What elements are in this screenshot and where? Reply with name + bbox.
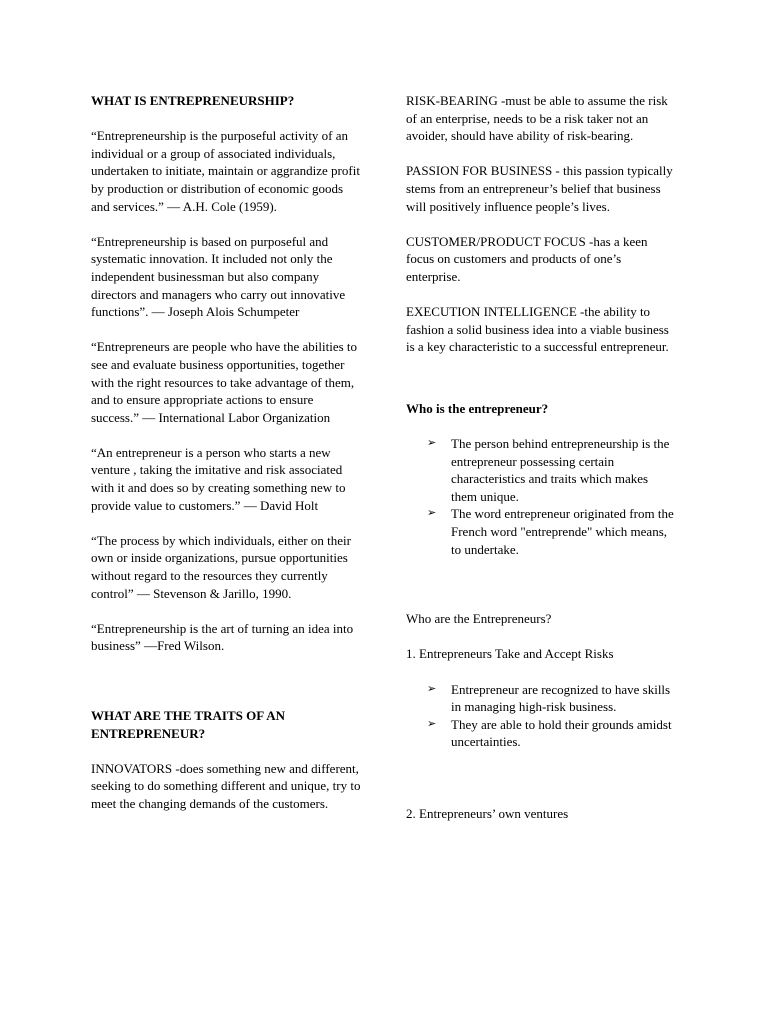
- point-1-list: [406, 681, 676, 751]
- list-item-text: The person behind entrepreneurship is the entrepreneur possessing certain characteristics and traits which makes them unique.: [451, 436, 670, 504]
- arrow-bullet-icon: ➢: [427, 682, 437, 695]
- list-item-text: The word entrepreneur originated from the French word "entreprende" which means, to undertake.: [451, 506, 674, 557]
- heading-who-is-entrepreneur: Who is the entrepreneur?: [406, 400, 549, 416]
- list-item: [427, 435, 676, 505]
- list-item-text: Entrepreneur are recognized to have skills in managing high-risk business.: [451, 681, 671, 715]
- heading-what-is-entrepreneurship: WHAT IS ENTREPRENEURSHIP?: [91, 93, 295, 108]
- trait-passion: PASSION FOR BUSINESS - this passion typically stems from an entrepreneur’s belief that business will positively influence people’s lives.: [406, 163, 673, 214]
- right-column: [406, 92, 676, 823]
- quote-ilo: “Entrepreneurs are people who have the abilities to see and evaluate business opportunities, together with the right resources to take advantage of them, and to ensure appropriate actions to ensure success.” — International Labor Organization: [91, 339, 358, 425]
- arrow-bullet-icon: ➢: [427, 717, 437, 730]
- quote-cole: “Entrepreneurship is the purposeful activity of an individual or a group of associated individuals, undertaken to initiate, maintain or aggrandize profit by production or distribution of economic goods and services.” — A.H. Cole (1959).: [91, 128, 360, 214]
- trait-risk-bearing: RISK-BEARING -must be able to assume the risk of an enterprise, needs to be a risk taker not an avoider, should have ability of risk-bearing.: [406, 93, 668, 144]
- quote-holt: “An entrepreneur is a person who starts a new venture , taking the imitative and risk associated with it and does so by creating something new to provide value to customers.” — David Holt: [91, 444, 346, 513]
- point-1-heading: 1. Entrepreneurs Take and Accept Risks: [406, 646, 614, 662]
- quote-stevenson-jarillo: “The process by which individuals, either on their own or inside organizations, pursue opportunities without regard to the resources they currently control” — Stevenson & Jarillo, 1990.: [91, 532, 351, 601]
- quote-schumpeter: “Entrepreneurship is based on purposeful and systematic innovation. It included not only the independent businessman but also company directors and managers who carry out innovative functions”. — Joseph Alois Schumpeter: [91, 233, 346, 320]
- who-are-entrepreneurs: Who are the Entrepreneurs?: [406, 611, 552, 627]
- point-2-heading: 2. Entrepreneurs’ own ventures: [406, 806, 569, 821]
- arrow-bullet-icon: ➢: [427, 437, 437, 450]
- list-item: [427, 681, 676, 716]
- trait-customer-focus: CUSTOMER/PRODUCT FOCUS -has a keen focus on customers and products of one’s enterprise.: [406, 233, 648, 284]
- trait-innovators: INNOVATORS -does something new and different, seeking to do something different and unique, try to meet the changing demands of the customers.: [91, 760, 361, 811]
- quote-wilson: “Entrepreneurship is the art of turning an idea into business” —Fred Wilson.: [91, 620, 354, 654]
- list-item: [427, 716, 676, 751]
- heading-traits: WHAT ARE THE TRAITS OF AN ENTREPRENEUR?: [91, 708, 285, 741]
- trait-execution-intelligence: EXECUTION INTELLIGENCE -the ability to fashion a solid business idea into a viable business is a key characteristic to a successful entrepreneur.: [406, 304, 669, 355]
- list-item: [427, 505, 676, 558]
- arrow-bullet-icon: ➢: [427, 507, 437, 520]
- who-list: [406, 435, 676, 558]
- list-item-text: They are able to hold their grounds amidst uncertainties.: [451, 716, 672, 750]
- left-column: [91, 92, 363, 813]
